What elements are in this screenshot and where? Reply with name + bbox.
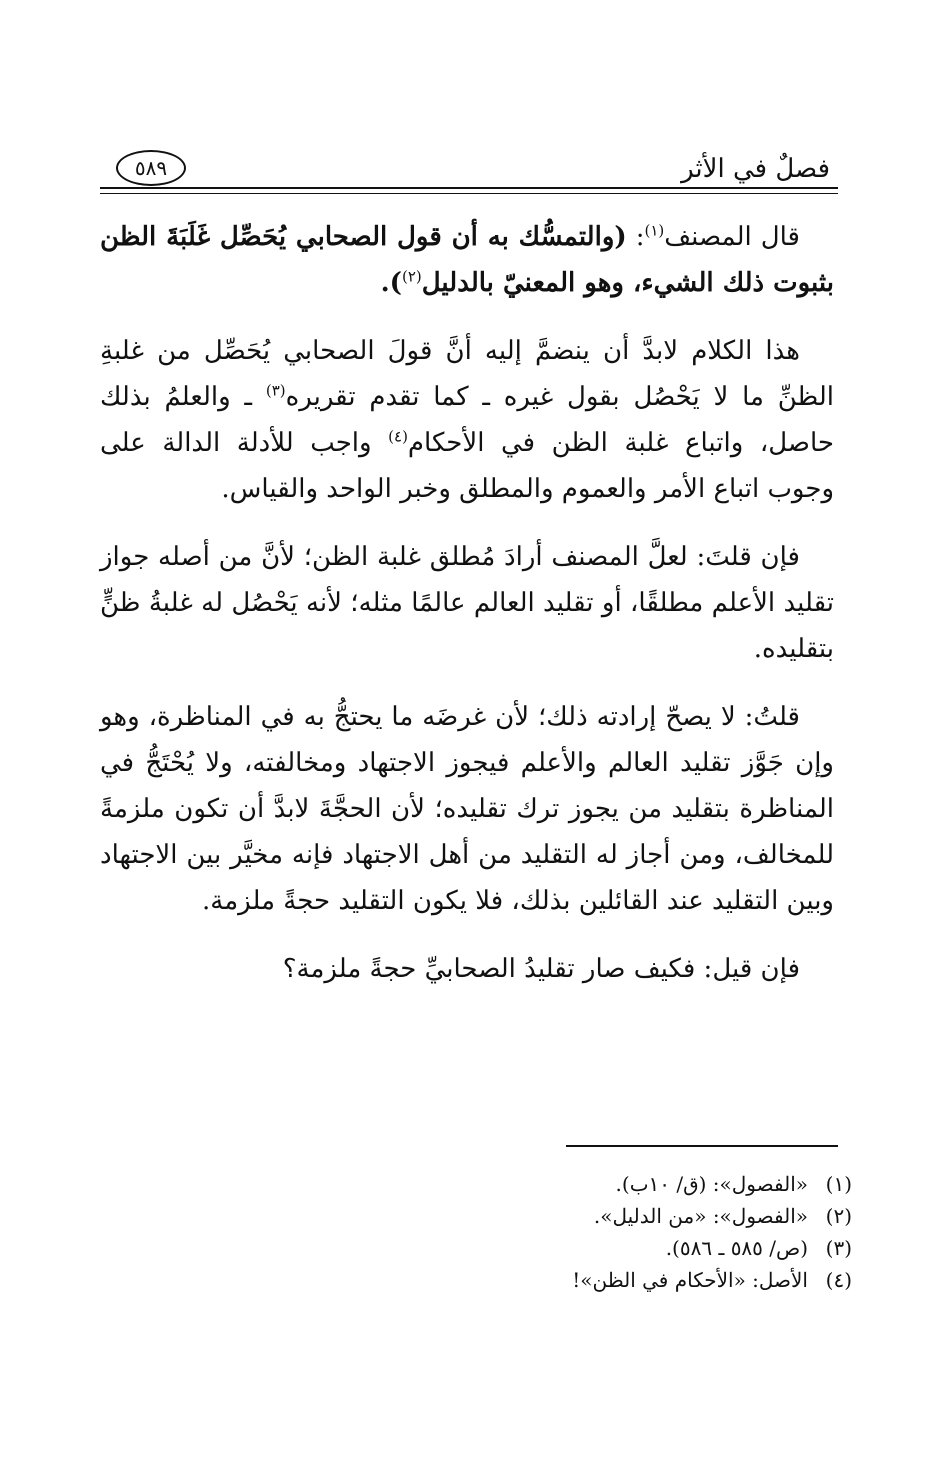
p1-lead: قال المصنف — [664, 222, 800, 252]
footnote-number: (١) — [825, 1172, 852, 1196]
footnote-text: «الفصول»: (ق/ ١٠ب). — [615, 1172, 808, 1196]
footnote-text: الأصل: «الأحكام في الظن»! — [572, 1268, 808, 1292]
page-number-badge: ٥٨٩ — [116, 150, 186, 186]
footnote-1 — [100, 1168, 852, 1200]
footnote-separator — [566, 1145, 838, 1147]
footnote-ref-2: (٢) — [401, 267, 422, 286]
paragraph-3: فإن قلتَ: لعلَّ المصنف أرادَ مُطلق غلبة الظن؛ لأنَّ من أصله جواز تقليد الأعلم مطلقًا، أو تقليد العالم عالمًا مثله؛ لأنه يَحْصُل له غلبةُ ظنٍّ بتقليده. — [100, 542, 834, 664]
footnote-number: (٢) — [825, 1204, 852, 1228]
footnotes — [100, 1168, 852, 1296]
footnote-ref-3: (٣) — [265, 381, 286, 400]
footnote-text: (ص/ ٥٨٥ ـ ٥٨٦). — [665, 1236, 808, 1260]
p2-part2: ـ والعلمُ بذلك حاصل، واتباع غلبة الظن في الأحكام — [100, 382, 834, 458]
header-rule-thin — [100, 193, 838, 194]
p2-part3: واجب للأدلة الدالة على وجوب اتباع الأمر والعموم والمطلق وخبر الواحد والقياس. — [100, 428, 834, 504]
footnote-text: «الفصول»: «من الدليل». — [593, 1204, 808, 1228]
footnote-3 — [100, 1232, 852, 1264]
main-text — [100, 214, 834, 1014]
paragraph-5: فإن قيل: فكيف صار تقليدُ الصحابيِّ حجةً ملزمة؟ — [282, 954, 800, 984]
footnote-4 — [100, 1264, 852, 1296]
quote-close: ). — [380, 268, 402, 298]
running-header-title: فصلٌ في الأثر — [681, 154, 830, 184]
p1-colon: : — [626, 222, 645, 252]
paragraph-4: قلتُ: لا يصحّ إرادته ذلك؛ لأن غرضَه ما يحتجُّ به في المناظرة، وهو وإن جَوَّز تقليد العالم والأعلم فيجوز الاجتهاد ومخالفته، ولا يُحْتَجُّ في المناظرة بتقليد من يجوز ترك تقليده؛ لأن الحجَّةَ لابدَّ أن تكون ملزمةً للمخالف، ومن أجاز له التقليد من أهل الاجتهاد فإنه مخيَّر بين الاجتهاد وبين التقليد عند القائلين بذلك، فلا يكون التقليد حجةً ملزمة. — [100, 702, 834, 916]
header-rule-thick — [100, 187, 838, 189]
paragraph-1 — [100, 214, 834, 306]
footnote-number: (٤) — [825, 1268, 852, 1292]
footnote-ref-1: (١) — [644, 221, 665, 240]
footnote-2 — [100, 1200, 852, 1232]
p2-part1: هذا الكلام لابدَّ أن ينضمَّ إليه أنَّ قولَ الصحابي يُحَصِّل من غلبةِ الظنِّ ما لا يَحْصُل بقول غيره ـ كما تقدم تقريره — [100, 336, 834, 412]
quoted-text: (والتمسُّك به أن قول الصحابي يُحَصِّل غَلَبَةَ الظن بثبوت ذلك الشيء، وهو المعنيّ بالدليل — [100, 222, 834, 298]
footnote-ref-4: (٤) — [388, 427, 408, 446]
paragraph-2 — [100, 328, 834, 512]
footnote-number: (٣) — [825, 1236, 852, 1260]
